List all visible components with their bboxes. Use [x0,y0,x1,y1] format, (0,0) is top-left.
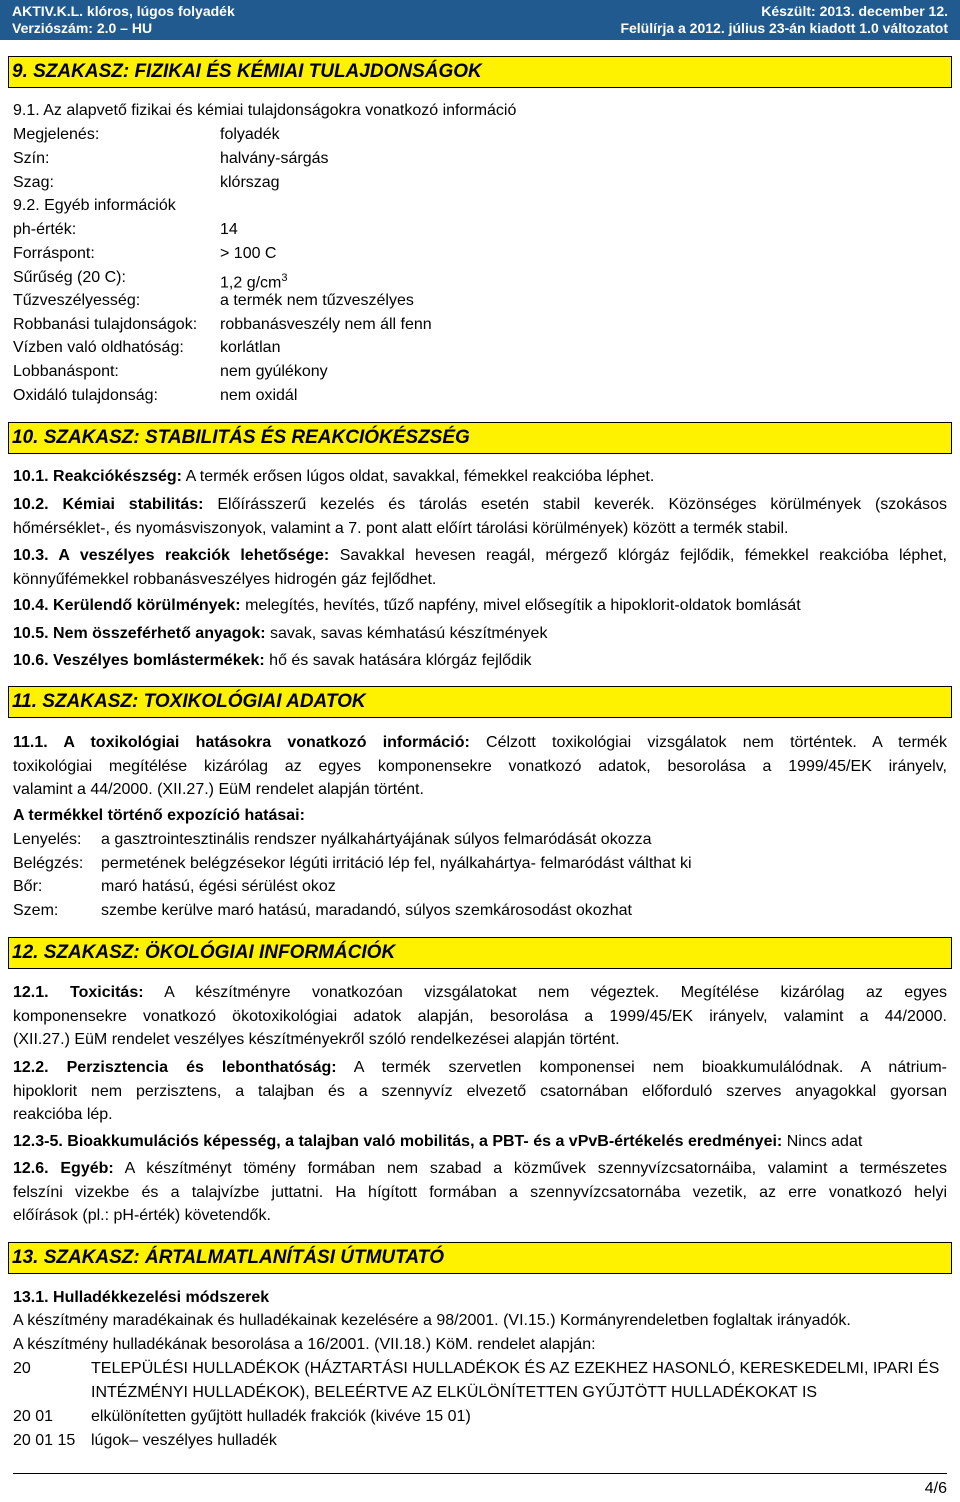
section-10-title: 10. SZAKASZ: STABILITÁS ÉS REAKCIÓKÉSZSÉG [8,422,952,454]
property-value: nem gyúlékony [220,363,328,380]
waste-code: 20 01 15 [13,1432,76,1449]
paragraph-text: Nincs adat [782,1133,863,1150]
property-label: Oxidáló tulajdonság: [13,387,158,404]
waste-code: 20 [13,1360,31,1377]
paragraph-heading: 12.1. Toxicitás: [13,984,144,1001]
paragraph-text: A készítményre vonatkozóan vizsgálatokat nem végeztek. Megítélése kizárólag az egyes [143,984,948,1001]
property-value: nem oxidál [220,387,298,404]
subsection-9-1: 9.1. Az alapvető fizikai és kémiai tulajdonságokra vonatkozó információ [13,102,517,119]
exposure-title: A termékkel történő expozíció hatásai: [13,807,305,824]
waste-code-description: lúgok– veszélyes hulladék [91,1432,277,1449]
property-label: Tűzveszélyesség: [13,292,141,309]
paragraph-12-3-5 [13,1131,862,1153]
paragraph-heading: 12.6. Egyéb: [13,1160,114,1177]
property-value: > 100 C [220,245,277,262]
exposure-value: maró hatású, égési sérülést okoz [101,878,336,895]
paragraph-10-3 [13,544,947,591]
paragraph-text: hő és savak hatására klórgáz fejlődik [264,652,532,669]
paragraph-text: komponensekre vonatkozó ökotoxikológiai adatok alapján, besorolása a 1999/45/EK irányelv, valamint a 44/2000. [13,1007,947,1025]
exposure-value: a gasztrointesztinális rendszer nyálkahártyájának súlyos felmaródását okozza [101,831,652,848]
waste-classification-line: A készítmény hulladékának besorolása a 16/2001. (VII.18.) KöM. rendelet alapján: [13,1336,596,1353]
section-9-title: 9. SZAKASZ: FIZIKAI ÉS KÉMIAI TULAJDONSÁGOK [8,56,952,88]
paragraph-text: A készítményt tömény formában nem szabad a közművek szennyvízcsatornáiba, valamint a természetes [113,1160,948,1177]
property-label: Sűrűség (20 C): [13,269,126,286]
property-label: Megjelenés: [13,126,100,143]
property-label: Szín: [13,150,50,167]
property-label: ph-érték: [13,221,77,238]
paragraph-text: melegítés, hevítés, tűző napfény, mivel elősegítik a hipoklorit-oldatok bomlását [240,597,801,614]
paragraph-text: előírások (pl.: pH-érték) követendők. [13,1207,271,1224]
waste-code: 20 01 [13,1408,54,1425]
exposure-label: Szem: [13,902,59,919]
waste-code-description [91,1357,947,1404]
paragraph-12-1 [13,981,947,1052]
paragraph-heading: 10.2. Kémiai stabilitás: [13,496,204,513]
paragraph-10-6 [13,650,532,672]
paragraph-text: A termék szervetlen komponensei nem bioakkumulálódnak. A nátrium- [336,1059,948,1076]
paragraph-text: valamint a 44/2000. (XII.27.) EüM rendelet alapján történt. [13,781,424,798]
paragraph-heading: 10.5. Nem összeférhető anyagok: [13,625,266,642]
paragraph-text: Célzott toxikológiai vizsgálatok nem történtek. A termék [469,734,947,751]
property-value: klórszag [220,174,280,191]
paragraph-text: Savakkal hevesen reagál, mérgező klórgáz fejlődik, fémekkel reakcióba léphet, [329,547,947,564]
paragraph-heading: 10.6. Veszélyes bomlástermékek: [13,652,265,669]
paragraph-text: felszíni vizekbe és a talajvízbe juttatni. Ha hígított formában a szennyvízcsatornába vezetik, az erre vonatkozó helyi [13,1183,947,1201]
exposure-label: Bőr: [13,878,43,895]
paragraph-text: Előírásszerű kezelés és tárolás esetén stabil keverék. Közönséges körülmények (szokásos [203,496,947,513]
doc-title: AKTIV.K.L. klóros, lúgos folyadék [12,3,235,19]
paragraph-heading: 10.3. A veszélyes reakciók lehetősége: [13,547,330,564]
property-label: Forráspont: [13,245,95,262]
property-value: 14 [220,221,238,238]
paragraph-text: könnyűfémekkel robbanásveszélyes hidrogén gáz fejlődhet. [13,570,437,588]
paragraph-heading: 12.3-5. Bioakkumulációs képesség, a talajban való mobilitás, a PBT- és a vPvB-értékelés eredményei: [13,1133,783,1150]
waste-regulation-line: A készítmény maradékainak és hulladékainak kezelésére a 98/2001. (VI.15.) Kormányrendeletben foglaltak irányadók. [13,1312,851,1329]
density-value: 1,2 g/cm [220,274,282,292]
paragraph-11-1 [13,731,947,802]
paragraph-10-1 [13,466,654,488]
property-value: halvány-sárgás [220,150,329,167]
paragraph-12-2 [13,1056,947,1127]
property-value: folyadék [220,126,280,143]
section-11-title: 11. SZAKASZ: TOXIKOLÓGIAI ADATOK [8,686,952,718]
property-label: Lobbanáspont: [13,363,119,380]
subsection-13-1: 13.1. Hulladékkezelési módszerek [13,1289,270,1306]
paragraph-text: reakcióba lép. [13,1106,113,1123]
density-exponent: 3 [281,272,288,284]
property-label: Vízben való oldhatóság: [13,339,184,356]
paragraph-text: (XII.27.) EüM rendelet veszélyes készítményekről szóló rendelkezései alapján történt. [13,1031,620,1048]
waste-description-line: TELEPÜLÉSI HULLADÉKOK (HÁZTARTÁSI HULLADÉKOK ÉS AZ EZEKHEZ HASONLÓ, KERESKEDELMI, IPARI ÉS [91,1360,940,1377]
paragraph-10-4 [13,595,801,617]
paragraph-12-6 [13,1157,947,1228]
waste-code-description: elkülönítetten gyűjtött hulladék frakciók (kivéve 15 01) [91,1408,471,1425]
replaces-version: Felülírja a 2012. július 23-án kiadott 1.0 változatot [620,20,948,36]
exposure-value: szembe kerülve maró hatású, maradandó, súlyos szemkárosodást okozhat [101,902,632,919]
paragraph-heading: 11.1. A toxikológiai hatásokra vonatkozó információ: [13,734,470,751]
exposure-label: Belégzés: [13,855,84,872]
paragraph-text: savak, savas kémhatású készítmények [265,625,548,642]
paragraph-heading: 10.4. Kerülendő körülmények: [13,597,241,614]
section-13-title: 13. SZAKASZ: ÁRTALMATLANÍTÁSI ÚTMUTATÓ [8,1242,952,1274]
paragraph-10-2 [13,493,947,540]
property-label: Robbanási tulajdonságok: [13,316,198,333]
footer-divider [13,1473,947,1474]
paragraph-10-5 [13,623,547,645]
property-label: Szag: [13,174,54,191]
paragraph-heading: 12.2. Perzisztencia és lebonthatóság: [13,1059,337,1076]
property-value: robbanásveszély nem áll fenn [220,316,432,333]
exposure-value: permetének belégzésekor légúti irritáció lép fel, nyálkahártya- felmaródást válthat ki [101,855,692,872]
paragraph-text: hőmérséklet-, és nyomásviszonyok, valamint a 7. pont alatt előírt tárolási körülmények) között a termék stabil. [13,519,789,537]
paragraph-text: toxikológiai megítélése kizárólag az egyes komponensekre vonatkozó adatok, besorolása a 1999/45/EK irányelv, [13,757,947,775]
page-number: 4/6 [924,1480,947,1497]
exposure-label: Lenyelés: [13,831,82,848]
page-header [0,0,960,40]
version-number: Verziószám: 2.0 – HU [12,20,153,36]
paragraph-text: A termék erősen lúgos oldat, savakkal, fémekkel reakcióba léphet. [182,468,655,485]
subsection-9-2: 9.2. Egyéb információk [13,197,176,214]
waste-description-line: INTÉZMÉNYI HULLADÉKOK), BELEÉRTVE AZ ELKÜLÖNÍTETTEN GYŰJTÖTT HULLADÉKOKAT IS [91,1383,818,1401]
property-value: korlátlan [220,339,281,356]
section-12-title: 12. SZAKASZ: ÖKOLÓGIAI INFORMÁCIÓK [8,937,952,969]
paragraph-heading: 10.1. Reakciókészség: [13,468,182,485]
property-value: a termék nem tűzveszélyes [220,292,414,309]
created-date: Készült: 2013. december 12. [761,3,948,19]
paragraph-text: hipoklorit nem perzisztens, a talajban és a szennyvíz elvezető csatornában előforduló szerves anyagokkal gyorsan [13,1082,947,1100]
